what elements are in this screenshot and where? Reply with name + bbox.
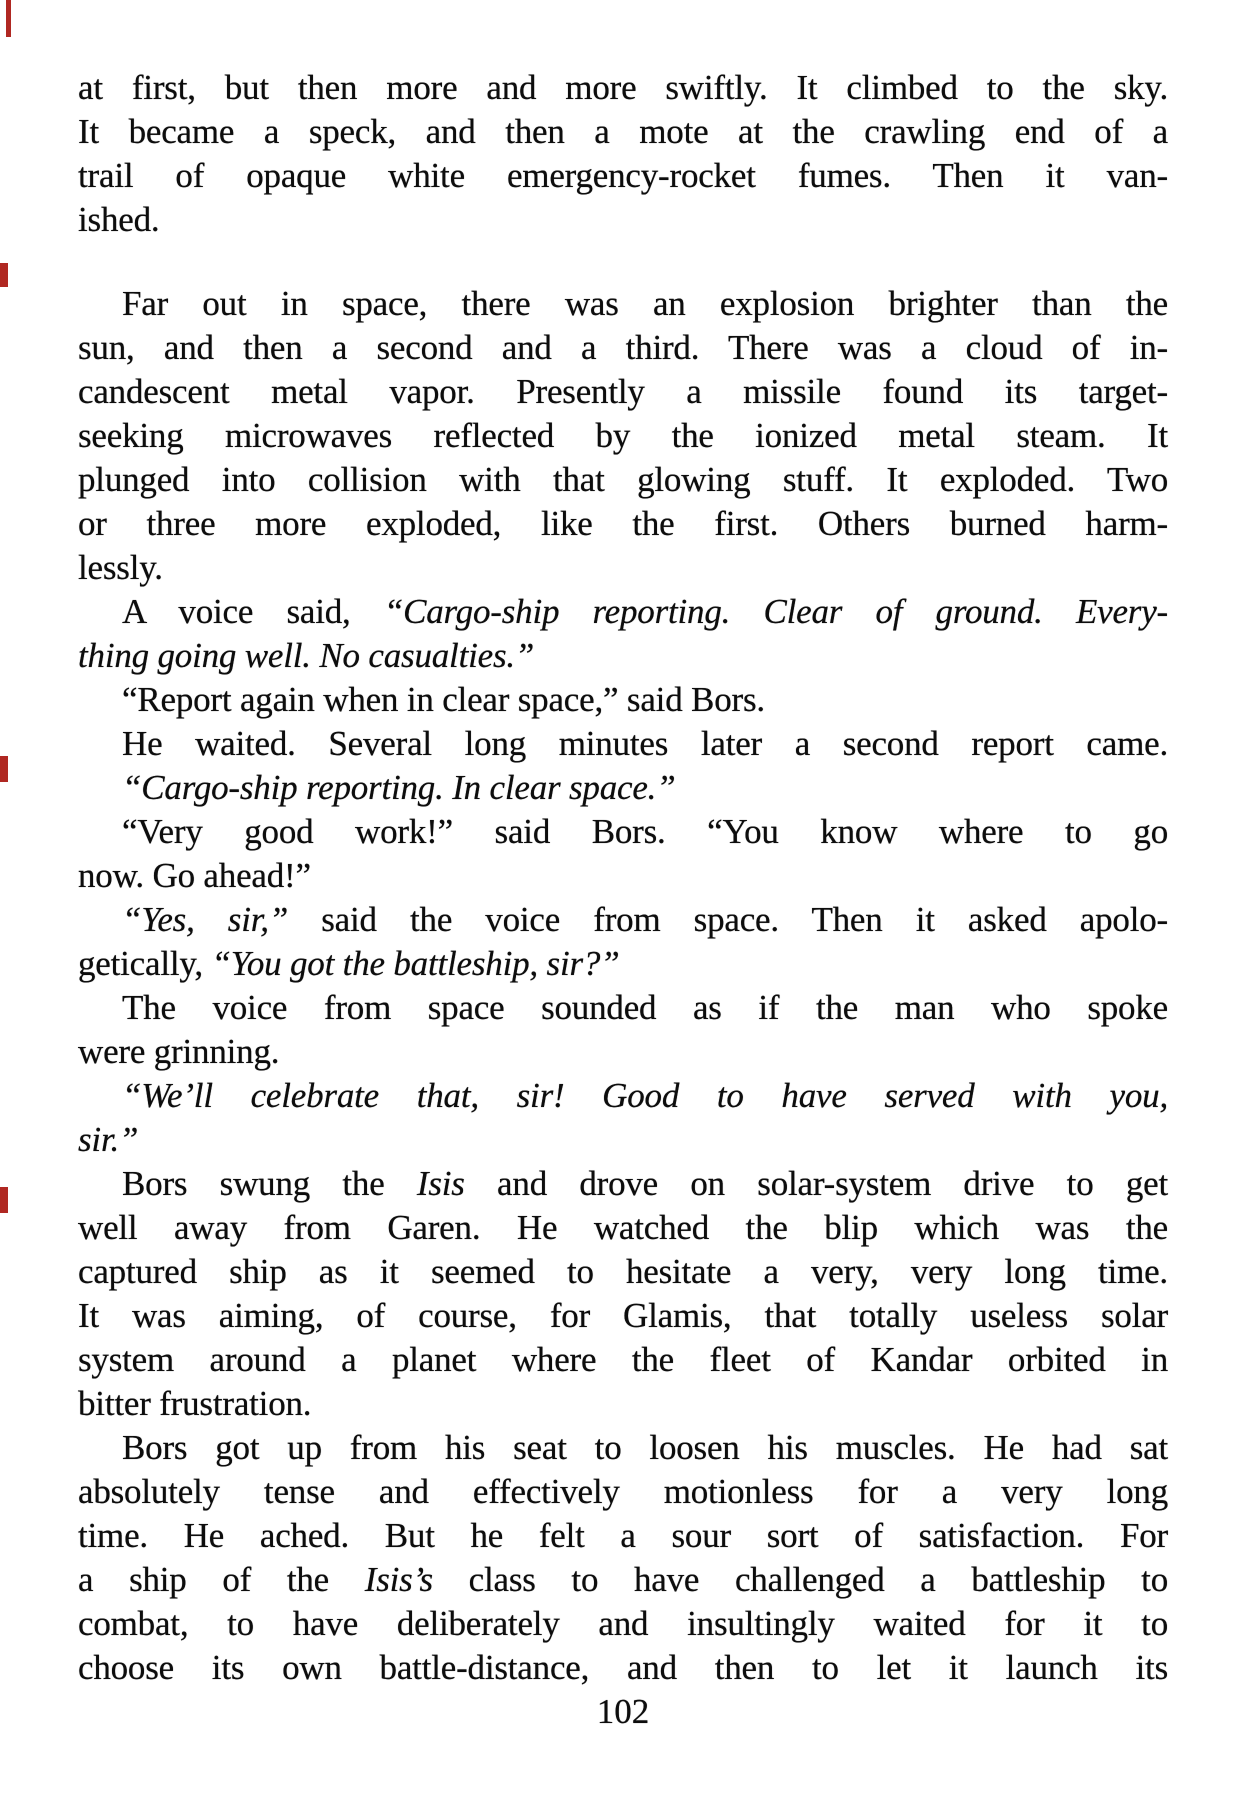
italic-text: sir.” [78,1120,139,1159]
text-segment: A voice said, [122,592,384,631]
text-line [78,1030,1168,1074]
text-line [78,1426,1168,1470]
scan-mark [0,756,8,782]
italic-text: “Cargo-ship reporting. Clear of ground. Every- [383,592,1169,631]
italic-text: Isis [416,1164,465,1203]
text-segment: system around a planet where the fleet of Kandar orbited in [78,1340,1168,1379]
text-line [78,722,1168,766]
text-segment: or three more exploded, like the first. Others burned harm- [78,504,1168,543]
italic-text: “We’ll celebrate that, sir! Good to have served with you, [122,1076,1168,1115]
text-segment: said the voice from space. Then it asked apolo- [288,900,1168,939]
text-line [78,1294,1168,1338]
text-segment: It became a speck, and then a mote at the crawling end of a [78,112,1168,151]
text-line [78,1646,1168,1690]
text-line [78,1338,1168,1382]
text-line [78,1250,1168,1294]
text-line [78,326,1168,370]
text-line [78,66,1168,110]
text-segment: Bors got up from his seat to loosen his muscles. He had sat [122,1428,1168,1467]
text-segment: Bors swung the [122,1164,417,1203]
text-line [78,1558,1168,1602]
text-segment: combat, to have deliberately and insultingly waited for it to [78,1604,1168,1643]
text-line [78,898,1168,942]
text-segment: lessly. [78,548,163,587]
text-segment: It was aiming, of course, for Glamis, that totally useless solar [78,1296,1168,1335]
text-line [78,1162,1168,1206]
text-segment: well away from Garen. He watched the blip which was the [78,1208,1168,1247]
text-segment: a ship of the [78,1560,365,1599]
scan-mark [0,263,8,287]
text-segment: candescent metal vapor. Presently a missile found its target- [78,372,1168,411]
text-line [78,986,1168,1030]
text-segment: choose its own battle-distance, and then to let it launch its [78,1648,1168,1687]
text-line [78,854,1168,898]
text-segment: getically, [78,944,212,983]
text-line [78,1074,1168,1118]
page-text [78,66,1168,1690]
text-segment: He waited. Several long minutes later a second report came. [122,724,1168,763]
italic-text: thing going well. No casualties.” [78,636,535,675]
text-line [78,766,1168,810]
text-line [78,1206,1168,1250]
text-segment: time. He ached. But he felt a sour sort of satisfaction. For [78,1516,1168,1555]
italic-text: “Cargo-ship reporting. In clear space.” [122,768,676,807]
text-segment: were grinning. [78,1032,280,1071]
text-line [78,1118,1168,1162]
text-segment: and drove on solar-system drive to get [464,1164,1168,1203]
text-segment: ished. [78,200,160,239]
text-line [78,1602,1168,1646]
text-segment: “Report again when in clear space,” said Bors. [122,680,765,719]
text-line [78,282,1168,326]
text-line [78,370,1168,414]
page-number: 102 [596,1692,650,1731]
text-line [78,1514,1168,1558]
italic-text: “Yes, sir,” [122,900,289,939]
text-segment: seeking microwaves reflected by the ionized metal steam. It [78,416,1168,455]
text-segment: class to have challenged a battleship to [432,1560,1169,1599]
text-line [78,634,1168,678]
section-gap [78,242,1168,282]
text-line [78,198,1168,242]
text-segment: absolutely tense and effectively motionless for a very long [78,1472,1168,1511]
text-line [78,810,1168,854]
text-line [78,502,1168,546]
scan-mark [6,0,11,37]
text-line [78,458,1168,502]
text-line [78,154,1168,198]
italic-text: “You got the battleship, sir?” [211,944,620,983]
text-segment: bitter frustration. [78,1384,312,1423]
text-line [78,414,1168,458]
text-segment: trail of opaque white emergency-rocket fumes. Then it van- [78,156,1168,195]
text-segment: Far out in space, there was an explosion brighter than the [122,284,1168,323]
text-segment: The voice from space sounded as if the man who spoke [122,988,1168,1027]
text-segment: at first, but then more and more swiftly. It climbed to the sky. [78,68,1168,107]
text-line [78,678,1168,722]
text-segment: “Very good work!” said Bors. “You know where to go [122,812,1168,851]
text-line [78,1470,1168,1514]
text-line [78,110,1168,154]
scan-mark [0,1187,8,1213]
text-segment: plunged into collision with that glowing stuff. It exploded. Two [78,460,1168,499]
text-line [78,590,1168,634]
text-segment: sun, and then a second and a third. There was a cloud of in- [78,328,1168,367]
text-segment: now. Go ahead!” [78,856,311,895]
text-line [78,546,1168,590]
text-line [78,1382,1168,1426]
italic-text: Isis’s [364,1560,433,1599]
text-line [78,942,1168,986]
text-segment: captured ship as it seemed to hesitate a very, very long time. [78,1252,1168,1291]
